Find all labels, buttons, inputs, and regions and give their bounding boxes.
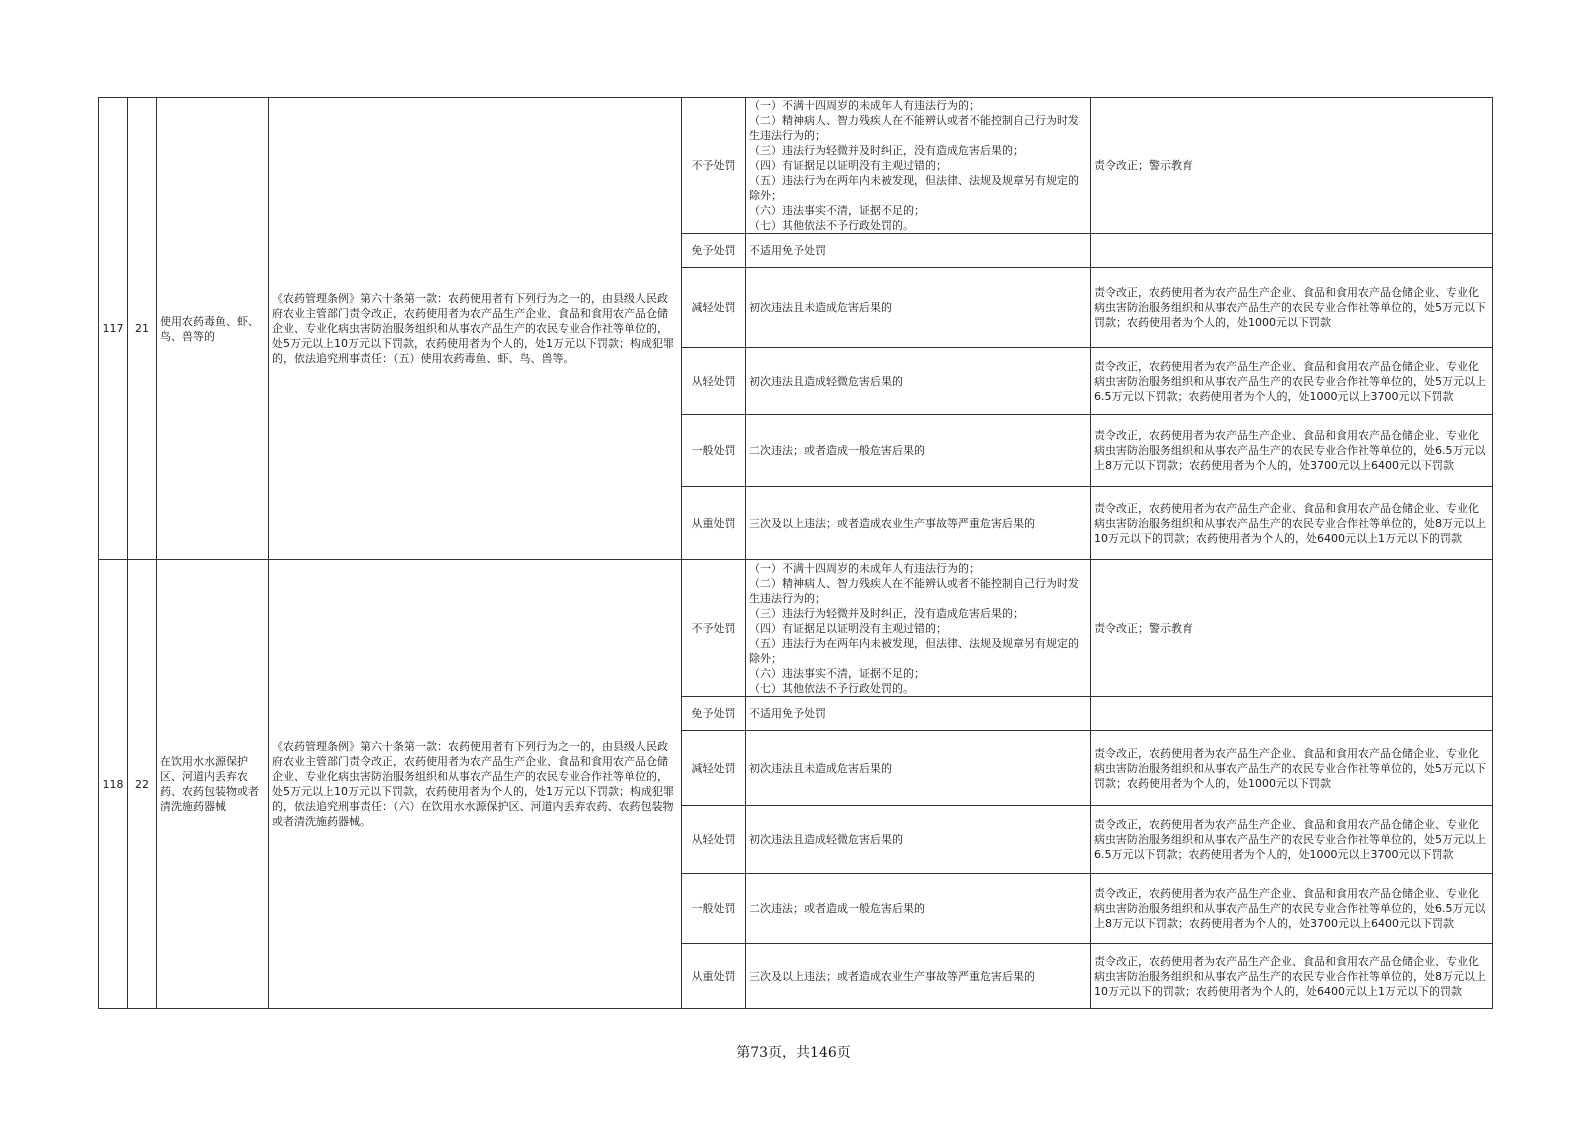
penalty-standard xyxy=(1091,234,1493,268)
legal-basis: 《农药管理条例》第六十条第一款：农药使用者有下列行为之一的，由县级人民政府农业主管部门责令改正，农药使用者为农产品生产企业、食品和食用农产品仓储企业、专业化病虫害防治服务组织和从事农产品生产的农民专业合作社等单位的，处5万元以上10万元以下罚款，农药使用者为个人的，处1万元以下罚款；构成犯罪的，依法追究刑事责任：（五）使用农药毒鱼、虾、鸟、兽等。 xyxy=(269,98,682,560)
penalty-standard: 责令改正，农药使用者为农产品生产企业、食品和食用农产品仓储企业、专业化病虫害防治服务组织和从事农产品生产的农民专业合作社等单位的，处6.5万元以上8万元以下罚款；农药使用者为个人的，处3700元以上6400元以下罚款 xyxy=(1091,415,1493,487)
penalty-standard: 责令改正；警示教育 xyxy=(1091,560,1493,697)
penalty-condition: （一）不满十四周岁的未成年人有违法行为的； （二）精神病人、智力残疾人在不能辨认或者不能控制自己行为时发生违法行为的； （三）违法行为轻微并及时纠正，没有造成危害后果的； （四）有证据足以证明没有主观过错的； （五）违法行为在两年内未被发现，但法律、法规及规章另有规定的除外； （六）违法事实不清，证据不足的； （七）其他依法不予行政处罚的。 xyxy=(746,560,1091,697)
legal-basis: 《农药管理条例》第六十条第一款：农药使用者有下列行为之一的，由县级人民政府农业主管部门责令改正，农药使用者为农产品生产企业、食品和食用农产品仓储企业、专业化病虫害防治服务组织和从事农产品生产的农民专业合作社等单位的，处5万元以上10万元以下罚款，农药使用者为个人的，处1万元以下罚款；构成犯罪的，依法追究刑事责任：（六）在饮用水水源保护区、河道内丢弃农药、农药包装物或者清洗施药器械。 xyxy=(269,560,682,1009)
row-sub-index: 21 xyxy=(128,98,157,560)
penalty-standard xyxy=(1091,697,1493,731)
penalty-condition: 三次及以上违法；或者造成农业生产事故等严重危害后果的 xyxy=(746,487,1091,560)
penalty-condition: 二次违法；或者造成一般危害后果的 xyxy=(746,415,1091,487)
violation-act: 使用农药毒鱼、虾、鸟、兽等的 xyxy=(157,98,269,560)
penalty-condition: 初次违法且造成轻微危害后果的 xyxy=(746,806,1091,874)
penalty-level: 从轻处罚 xyxy=(682,348,746,415)
penalty-condition: 不适用免予处罚 xyxy=(746,234,1091,268)
penalty-level: 不予处罚 xyxy=(682,98,746,234)
violation-act: 在饮用水水源保护区、河道内丢弃农药、农药包装物或者清洗施药器械 xyxy=(157,560,269,1009)
row-index: 118 xyxy=(99,560,128,1009)
penalty-level: 减轻处罚 xyxy=(682,268,746,348)
penalty-table xyxy=(98,97,1493,1009)
penalty-standard: 责令改正，农药使用者为农产品生产企业、食品和食用农产品仓储企业、专业化病虫害防治服务组织和从事农产品生产的农民专业合作社等单位的，处5万元以下罚款；农药使用者为个人的，处1000元以下罚款 xyxy=(1091,268,1493,348)
row-index: 117 xyxy=(99,98,128,560)
penalty-condition: 初次违法且未造成危害后果的 xyxy=(746,731,1091,806)
penalty-level: 免予处罚 xyxy=(682,234,746,268)
penalty-standard: 责令改正，农药使用者为农产品生产企业、食品和食用农产品仓储企业、专业化病虫害防治服务组织和从事农产品生产的农民专业合作社等单位的，处8万元以上10万元以下的罚款；农药使用者为个人的，处6400元以上1万元以下的罚款 xyxy=(1091,487,1493,560)
table-row xyxy=(99,560,1493,697)
penalty-condition: 初次违法且造成轻微危害后果的 xyxy=(746,348,1091,415)
penalty-standard: 责令改正，农药使用者为农产品生产企业、食品和食用农产品仓储企业、专业化病虫害防治服务组织和从事农产品生产的农民专业合作社等单位的，处8万元以上10万元以下的罚款；农药使用者为个人的，处6400元以上1万元以下的罚款 xyxy=(1091,944,1493,1009)
penalty-condition: 二次违法；或者造成一般危害后果的 xyxy=(746,874,1091,944)
penalty-level: 从重处罚 xyxy=(682,944,746,1009)
penalty-level: 从重处罚 xyxy=(682,487,746,560)
penalty-condition: （一）不满十四周岁的未成年人有违法行为的； （二）精神病人、智力残疾人在不能辨认或者不能控制自己行为时发生违法行为的； （三）违法行为轻微并及时纠正，没有造成危害后果的； （四）有证据足以证明没有主观过错的； （五）违法行为在两年内未被发现，但法律、法规及规章另有规定的除外； （六）违法事实不清，证据不足的； （七）其他依法不予行政处罚的。 xyxy=(746,98,1091,234)
penalty-condition: 三次及以上违法；或者造成农业生产事故等严重危害后果的 xyxy=(746,944,1091,1009)
penalty-standard: 责令改正，农药使用者为农产品生产企业、食品和食用农产品仓储企业、专业化病虫害防治服务组织和从事农产品生产的农民专业合作社等单位的，处5万元以下罚款；农药使用者为个人的，处1000元以下罚款 xyxy=(1091,731,1493,806)
penalty-level: 不予处罚 xyxy=(682,560,746,697)
table-row xyxy=(99,98,1493,234)
penalty-level: 减轻处罚 xyxy=(682,731,746,806)
penalty-level: 一般处罚 xyxy=(682,874,746,944)
penalty-standard: 责令改正，农药使用者为农产品生产企业、食品和食用农产品仓储企业、专业化病虫害防治服务组织和从事农产品生产的农民专业合作社等单位的，处5万元以上6.5万元以下罚款；农药使用者为个人的，处1000元以上3700元以下罚款 xyxy=(1091,806,1493,874)
penalty-standard: 责令改正，农药使用者为农产品生产企业、食品和食用农产品仓储企业、专业化病虫害防治服务组织和从事农产品生产的农民专业合作社等单位的，处6.5万元以上8万元以下罚款；农药使用者为个人的，处3700元以上6400元以下罚款 xyxy=(1091,874,1493,944)
penalty-level: 一般处罚 xyxy=(682,415,746,487)
row-sub-index: 22 xyxy=(128,560,157,1009)
penalty-standard: 责令改正；警示教育 xyxy=(1091,98,1493,234)
penalty-condition: 不适用免予处罚 xyxy=(746,697,1091,731)
penalty-standard: 责令改正，农药使用者为农产品生产企业、食品和食用农产品仓储企业、专业化病虫害防治服务组织和从事农产品生产的农民专业合作社等单位的，处5万元以上6.5万元以下罚款；农药使用者为个人的，处1000元以上3700元以下罚款 xyxy=(1091,348,1493,415)
penalty-level: 免予处罚 xyxy=(682,697,746,731)
penalty-condition: 初次违法且未造成危害后果的 xyxy=(746,268,1091,348)
page-number: 第73页，共146页 xyxy=(736,1045,851,1061)
penalty-level: 从轻处罚 xyxy=(682,806,746,874)
